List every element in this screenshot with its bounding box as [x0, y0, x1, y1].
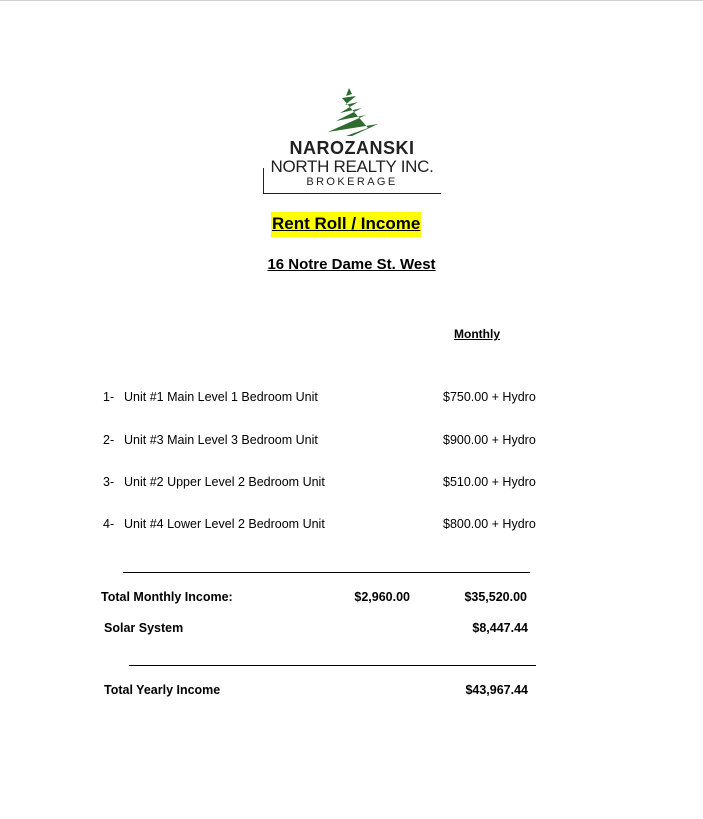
- unit-row: [0, 390, 703, 408]
- divider-line: [123, 572, 530, 573]
- total-yearly-value: $43,967.44: [465, 683, 528, 697]
- unit-row: [0, 517, 703, 535]
- total-yearly-label: Total Yearly Income: [104, 683, 221, 697]
- unit-number: 2-: [103, 433, 115, 447]
- logo-rule-horizontal: [263, 193, 441, 194]
- unit-rent: $800.00 + Hydro: [443, 517, 536, 531]
- column-header-monthly: Monthly: [454, 327, 500, 341]
- top-border: [0, 0, 703, 1]
- logo-brokerage: BROKERAGE: [306, 176, 398, 188]
- property-address: 16 Notre Dame St. West: [267, 256, 436, 273]
- logo-name: NAROZANSKI: [289, 138, 415, 158]
- unit-description: Unit #3 Main Level 3 Bedroom Unit: [124, 433, 318, 447]
- total-monthly-label: Total Monthly Income:: [101, 590, 233, 604]
- solar-system-label: Solar System: [104, 621, 184, 635]
- unit-rent: $510.00 + Hydro: [443, 475, 536, 489]
- logo-rule-vertical: [263, 168, 264, 194]
- pine-tree-icon: [318, 88, 384, 138]
- total-monthly-value: $2,960.00: [354, 590, 410, 604]
- unit-description: Unit #4 Lower Level 2 Bedroom Unit: [124, 517, 325, 531]
- unit-number: 1-: [103, 390, 115, 404]
- document-title: Rent Roll / Income: [271, 212, 421, 237]
- unit-row: [0, 433, 703, 451]
- unit-rent: $750.00 + Hydro: [443, 390, 536, 404]
- unit-description: Unit #2 Upper Level 2 Bedroom Unit: [124, 475, 325, 489]
- solar-system-value: $8,447.44: [472, 621, 528, 635]
- unit-number: 4-: [103, 517, 115, 531]
- unit-description: Unit #1 Main Level 1 Bedroom Unit: [124, 390, 318, 404]
- divider-line: [129, 665, 536, 666]
- unit-rent: $900.00 + Hydro: [443, 433, 536, 447]
- logo-company: NORTH REALTY INC.: [270, 157, 434, 176]
- unit-row: [0, 475, 703, 493]
- total-annual-value: $35,520.00: [464, 590, 527, 604]
- unit-number: 3-: [103, 475, 115, 489]
